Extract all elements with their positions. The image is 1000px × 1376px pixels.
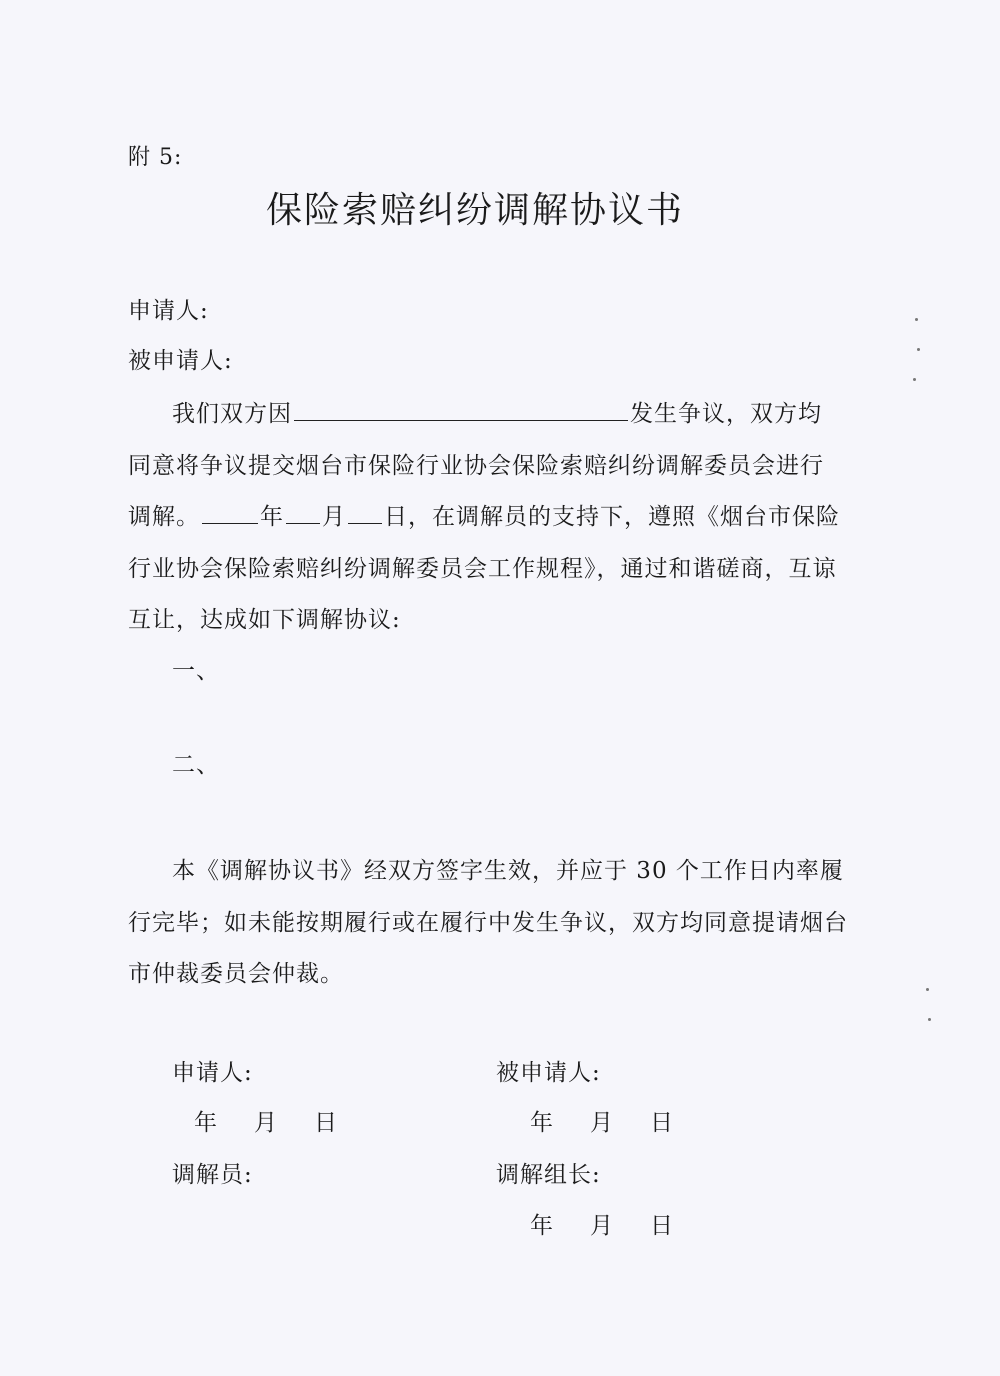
date-month: 月 [590,1213,614,1239]
sign-mediator-label: 调解员: [172,1162,253,1188]
paragraph-2-line-3: 市仲裁委员会仲裁。 [128,961,344,987]
paragraph-1-line-4: 行业协会保险索赔纠纷调解委员会工作规程》，通过和谐磋商，互谅 [128,556,837,582]
year-label: 年 [260,504,284,530]
date-month: 月 [254,1110,278,1136]
sign-respondent-label: 被申请人: [496,1060,601,1086]
sign-applicant-date [194,1104,338,1137]
date-year: 年 [194,1110,218,1136]
date-year: 年 [530,1213,554,1239]
date-month: 月 [590,1110,614,1136]
date-day: 日 [650,1213,674,1239]
month-blank [286,522,320,524]
applicant-label: 申请人: [128,298,209,324]
respondent-label: 被申请人: [128,348,233,374]
paragraph-1-line-2: 同意将争议提交烟台市保险行业协会保险索赔纠纷调解委员会进行 [128,453,824,479]
paragraph-1-text-a: 我们双方因 [172,401,292,427]
paragraph-1-line-1 [172,395,822,428]
paragraph-1-line-3 [128,498,840,531]
date-day: 日 [314,1110,338,1136]
paragraph-2-line-2: 行完毕；如未能按期履行或在履行中发生争议，双方均同意提请烟台 [128,910,848,936]
paragraph-1-text-c: 调解。 [128,504,200,530]
day-blank [348,522,382,524]
month-label: 月 [322,504,346,530]
sign-respondent-date [530,1104,674,1137]
dispute-reason-blank [294,419,628,421]
paragraph-1-text-d: 日，在调解员的支持下，遵照《烟台市保险 [384,504,840,530]
sign-applicant-label: 申请人: [172,1060,253,1086]
sign-team-leader-label: 调解组长: [496,1162,601,1188]
date-year: 年 [530,1110,554,1136]
agreement-item-1: 一、 [172,658,220,684]
paragraph-2-line-1: 本《调解协议书》经双方签字生效，并应于 30 个工作日内率履 [172,858,844,884]
date-day: 日 [650,1110,674,1136]
agreement-item-2: 二、 [172,752,220,778]
page-title: 保险索赔纠纷调解协议书 [266,190,685,231]
paragraph-1-line-5: 互让，达成如下调解协议: [128,607,401,633]
attachment-label: 附 5: [128,145,183,170]
sign-team-leader-date [530,1207,674,1240]
paragraph-1-text-b: 发生争议，双方均 [630,401,822,427]
year-blank [202,522,258,524]
